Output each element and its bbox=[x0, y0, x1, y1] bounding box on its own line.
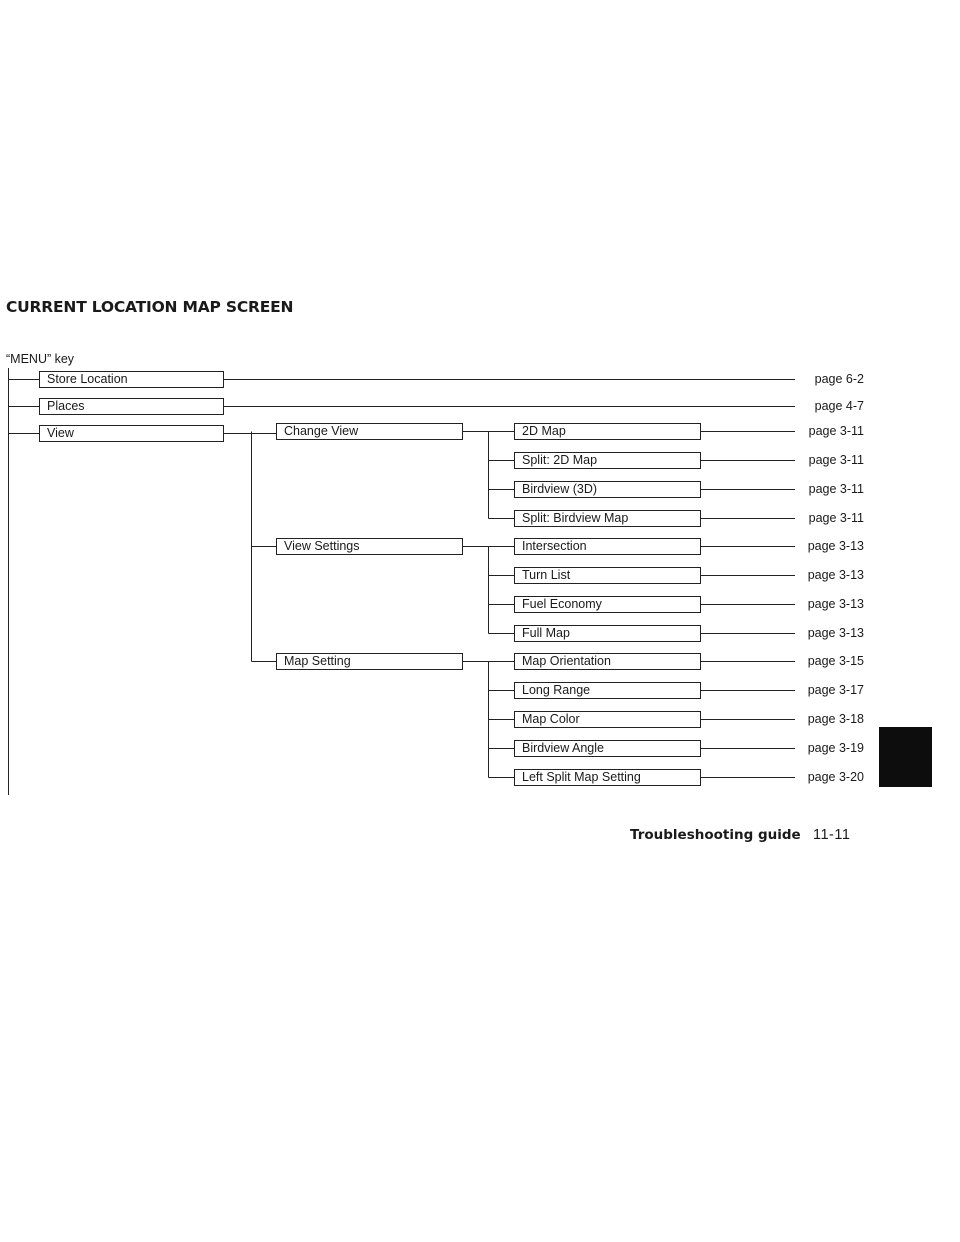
menu-item-left-split-map-setting: Left Split Map Setting bbox=[514, 769, 701, 786]
page-ref-split-2d-map: page 3-11 bbox=[808, 453, 864, 467]
menu-item-birdview-angle: Birdview Angle bbox=[514, 740, 701, 757]
page-ref-turn-list: page 3-13 bbox=[807, 568, 864, 582]
menu-item-places: Places bbox=[39, 398, 224, 415]
page-ref-places: page 4-7 bbox=[814, 399, 864, 413]
page-ref-long-range: page 3-17 bbox=[807, 683, 864, 697]
menu-item-birdview-3d: Birdview (3D) bbox=[514, 481, 701, 498]
menu-group-change-view: Change View bbox=[276, 423, 463, 440]
footer-page-number: 11-11 bbox=[813, 827, 851, 843]
menu-group-view-settings: View Settings bbox=[276, 538, 463, 555]
footer-section-label: Troubleshooting guide bbox=[630, 827, 801, 843]
page-ref-left-split-map-setting: page 3-20 bbox=[807, 770, 864, 784]
menu-item-full-map: Full Map bbox=[514, 625, 701, 642]
page-ref-map-color: page 3-18 bbox=[807, 712, 864, 726]
menu-item-store-location: Store Location bbox=[39, 371, 224, 388]
menu-item-2d-map: 2D Map bbox=[514, 423, 701, 440]
menu-item-map-color: Map Color bbox=[514, 711, 701, 728]
menu-item-fuel-economy: Fuel Economy bbox=[514, 596, 701, 613]
page-ref-split-birdview-map: page 3-11 bbox=[808, 511, 864, 525]
menu-item-turn-list: Turn List bbox=[514, 567, 701, 584]
page-ref-2d-map: page 3-11 bbox=[808, 424, 864, 438]
page-title: CURRENT LOCATION MAP SCREEN bbox=[6, 298, 294, 316]
menu-key-label: “MENU” key bbox=[6, 352, 75, 366]
page-ref-map-orientation: page 3-15 bbox=[807, 654, 864, 668]
menu-item-split-2d-map: Split: 2D Map bbox=[514, 452, 701, 469]
menu-item-intersection: Intersection bbox=[514, 538, 701, 555]
page-ref-birdview-angle: page 3-19 bbox=[807, 741, 864, 755]
page-ref-fuel-economy: page 3-13 bbox=[807, 597, 864, 611]
menu-item-long-range: Long Range bbox=[514, 682, 701, 699]
page-ref-full-map: page 3-13 bbox=[807, 626, 864, 640]
page-ref-store-location: page 6-2 bbox=[814, 372, 864, 386]
menu-item-split-birdview-map: Split: Birdview Map bbox=[514, 510, 701, 527]
section-tab-marker bbox=[879, 727, 932, 787]
page-ref-birdview-3d: page 3-11 bbox=[808, 482, 864, 496]
page-ref-intersection: page 3-13 bbox=[807, 539, 864, 553]
menu-group-map-setting: Map Setting bbox=[276, 653, 463, 670]
menu-item-map-orientation: Map Orientation bbox=[514, 653, 701, 670]
menu-item-view: View bbox=[39, 425, 224, 442]
